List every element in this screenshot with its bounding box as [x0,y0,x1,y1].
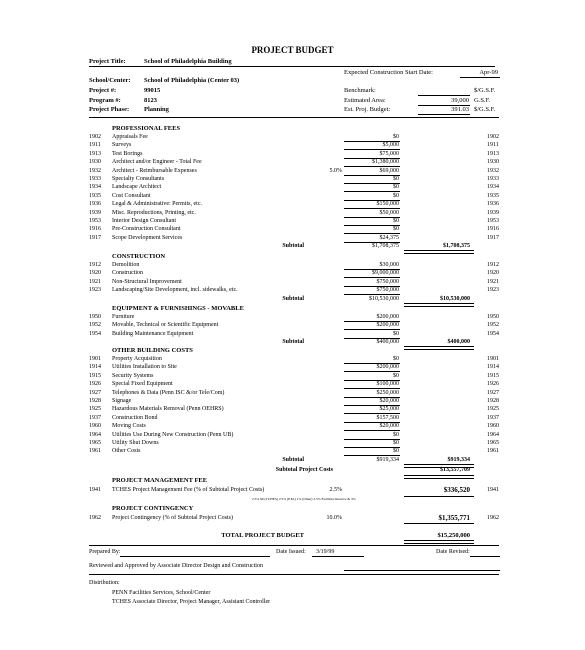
row-amount: $157,500 [376,414,399,421]
row-code-right: 1932 [487,167,499,174]
row-percent: 5.0% [329,167,342,174]
row-description: Landscape Architect [112,184,162,191]
row-code: 1961 [89,448,101,455]
row-code: 1953 [89,218,101,224]
row-description: Test Borings [112,150,143,157]
contingency-title: PROJECT CONTINGENCY [112,505,194,512]
program-no-label: Program #: [89,97,121,104]
subtotal-amount: $10,530,000 [369,295,399,302]
row-amount: $750,000 [376,278,399,285]
row-description: Specialty Consultants [112,176,165,182]
section-title: CONSTRUCTION [112,253,166,260]
row-amount: $200,000 [376,314,399,320]
start-date-underline [460,77,500,78]
row-code-right: 1934 [487,184,499,191]
row-amount: $0 [393,330,399,337]
prepared-by-label: Prepared By: [89,549,121,555]
row-code-right: 1933 [487,176,499,182]
date-issued-label: Date Issued: [276,549,306,555]
row-code: 1928 [89,398,101,404]
row-code: 1937 [89,414,101,421]
row-description: Property Acquisition [112,356,162,362]
date-revised-line [470,556,500,557]
row-amount: $0 [393,176,399,182]
area-label: Estimated Area: [344,97,386,104]
row-code-right: 1925 [487,406,499,413]
row-description: Misc. Reproductions, Printing, etc. [112,209,196,216]
row-code-right: 1930 [487,159,499,166]
start-date-value: Apr-99 [479,69,498,76]
row-code-right: 1952 [487,322,499,329]
school-value: School of Philadelphia (Center 03) [144,77,240,84]
row-description: Non-Structural Improvement [112,278,182,285]
row-amount: $0 [393,226,399,233]
row-description: Scope Development Services [112,234,183,241]
row-code-right: 1926 [487,381,499,388]
reviewed-line [344,570,500,571]
row-code-right: 1954 [487,330,499,337]
row-code-right: 1915 [487,372,499,379]
row-code-right: 1920 [487,270,499,277]
row-code: 1915 [89,372,101,379]
row-amount: $30,000 [379,262,399,268]
row-code: 1917 [89,234,101,241]
header-bottom-rule [89,117,499,118]
row-description: Furniture [112,314,135,320]
benchmark-underline [418,95,470,96]
row-code-right: 1939 [487,209,499,216]
row-code: 1930 [89,159,101,166]
row-code: 1934 [89,184,101,191]
phase-label: Project Phase: [89,106,130,113]
row-description: Surveys [112,142,132,149]
prepared-by-line [120,556,270,557]
subtotal-label: Subtotal [282,339,304,346]
row-amount: $150,000 [376,201,399,208]
row-code-right: 1921 [487,278,499,285]
row-code-right: 1911 [487,142,499,149]
row-amount: $20,000 [379,423,399,430]
row-code: 1936 [89,201,101,208]
row-code-right: 1936 [487,201,499,208]
row-code: 1901 [89,356,101,362]
row-code-right: 1960 [487,423,499,430]
mgmt-title: PROJECT MANAGEMENT FEE [112,477,208,484]
row-amount: $9,000,000 [372,270,399,277]
row-amount: $5,000 [382,142,399,149]
budget-unit: $/G.S.F. [474,106,496,113]
mgmt-value: $336,520 [443,486,470,494]
row-amount: $100,000 [376,381,399,388]
row-code: 1925 [89,406,101,413]
row-description: Movable, Technical or Scientific Equipment [112,322,219,329]
row-description: Utilities Use During New Construction (Penn UB) [112,431,234,438]
row-amount: $20,000 [379,398,399,404]
row-description: Construction Bond [112,414,158,421]
row-code-right: 1917 [487,234,499,241]
mgmt-code: 1941 [89,487,101,493]
total-value: $15,250,000 [437,532,470,539]
row-code-right: 1912 [487,262,499,268]
row-code-right: 1914 [487,364,499,371]
row-description: Telephones & Data (Penn ISC &/or Tele/Com) [112,389,225,396]
program-no-value: 8123 [144,97,157,104]
row-description: Construction [112,270,143,277]
row-amount: $0 [393,356,399,362]
row-description: Interior Design Consultant [112,218,176,224]
distribution-line-1: PENN Facilities Services, School/Center [112,590,211,596]
distribution-label: Distribution: [89,580,120,586]
row-description: Moving Costs [112,423,146,430]
subtotal-amount: $400,000 [376,339,399,346]
row-code: 1933 [89,176,101,182]
row-code-right: 1927 [487,389,499,396]
row-amount: $200,000 [376,322,399,329]
row-code-right: 1965 [487,440,499,446]
row-description: Hazardous Materials Removal (Penn OEHRS) [112,406,224,413]
mgmt-code-right: 1941 [487,487,499,493]
row-amount: $0 [393,372,399,379]
subtotal-amount: $1,708,375 [372,243,399,250]
subtotal-project-label: Subtotal Project Costs [275,467,333,473]
row-description: Appraisals Fee [112,134,148,140]
start-date-label: Expected Construction Start Date: [344,69,433,76]
section-total-underline [404,250,474,254]
project-title-label: Project Title: [89,58,126,65]
budget-value: 391.03 [451,106,469,113]
section-total-underline [404,303,474,307]
distribution-line-2: TCHES Associate Director, Project Manager, Assistant Controller [112,599,271,605]
contingency-pct: 10.0% [326,515,342,521]
row-code: 1911 [89,142,101,149]
row-code-right: 1950 [487,314,499,320]
row-description: Security Systems [112,372,154,379]
row-amount: $750,000 [376,287,399,294]
row-description: Other Costs [112,448,141,455]
row-code: 1960 [89,423,101,430]
row-code: 1950 [89,314,101,320]
total-bottom-rule [89,545,499,546]
subtotal-label: Subtotal [282,456,304,463]
date-revised-label: Date Revised: [436,549,470,555]
benchmark-label: Benchmark: [344,87,376,94]
row-description: Demolition [112,262,140,268]
row-code: 1920 [89,270,101,277]
row-code: 1916 [89,226,101,233]
row-code: 1954 [89,330,101,337]
row-code-right: 1928 [487,398,499,404]
row-code: 1964 [89,431,101,438]
row-amount: $24,375 [379,234,399,241]
row-code-right: 1902 [487,134,499,140]
mgmt-pct: 2.5% [329,487,342,493]
row-code: 1927 [89,389,101,396]
header-rule [89,66,495,67]
row-code-right: 1953 [487,218,499,224]
row-code: 1939 [89,209,101,216]
row-amount: $50,000 [379,209,399,216]
row-code-right: 1964 [487,431,499,438]
row-code: 1965 [89,440,101,446]
project-no-value: 99015 [144,87,161,94]
total-underline [404,540,474,544]
row-description: Utility Shut Downs [112,440,159,446]
reviewed-label: Reviewed and Approved by Associate Director Design and Construction [89,563,263,569]
row-description: Utilities Installation to Site [112,364,177,371]
row-code-right: 1901 [487,356,499,362]
row-code-right: 1923 [487,287,499,294]
row-amount: $25,000 [379,406,399,413]
area-value: 39,000 [451,97,469,104]
section-total: $400,000 [447,339,470,346]
project-no-label: Project #: [89,87,117,94]
total-label: TOTAL PROJECT BUDGET [221,532,304,539]
row-amount: $69,000 [379,167,399,174]
contingency-underline [404,523,474,524]
subtotal-label: Subtotal [282,295,304,302]
section-total: $1,708,375 [443,243,470,250]
row-amount: $0 [393,440,399,446]
row-description: Architect - Reimbursable Expenses [112,167,197,174]
mgmt-underline [404,496,474,497]
page-title: PROJECT BUDGET [251,45,334,55]
budget-underline [418,114,470,115]
row-code-right: 1961 [487,448,499,455]
row-code: 1912 [89,262,101,268]
mgmt-fine-print: 2.5% $0 (TCHES) 2.5% (P.M.) 1% (Other) 2.5% Facilities Reserve & 3% [252,497,356,501]
subtotal-amount: $919,334 [376,456,399,463]
row-description: Building Maintenance Equipment [112,330,194,337]
area-unit: G.S.F. [474,97,491,104]
row-amount: $0 [393,134,399,140]
row-code-right: 1937 [487,414,499,421]
row-code: 1914 [89,364,101,371]
school-label: School/Center: [89,77,131,84]
subtotal-project-value: $13,557,709 [440,467,470,473]
row-code: 1902 [89,134,101,140]
contingency-desc: Project Contingency (% of Subtotal Project Costs) [112,515,233,521]
row-code: 1921 [89,278,101,285]
footer-rule [89,574,499,575]
row-code: 1935 [89,192,101,199]
section-total: $10,530,000 [440,295,470,302]
row-description: Architect and/or Engineer - Total Fee [112,159,202,166]
row-amount: $250,000 [376,389,399,396]
section-total-underline [404,346,474,350]
subtotal-project-underline [404,475,474,479]
subtotal-label: Subtotal [282,243,304,250]
row-code-right: 1935 [487,192,499,199]
row-description: Special Fixed Equipment [112,381,173,388]
budget-label: Est. Proj. Budget: [344,106,391,113]
row-code-right: 1913 [487,150,499,157]
date-issued-line [312,556,364,557]
row-amount: $75,000 [379,150,399,157]
contingency-code: 1962 [89,515,101,521]
row-description: Pre-Construction Consultant [112,226,181,233]
contingency-value: $1,355,771 [438,514,470,522]
row-code: 1932 [89,167,101,174]
section-title: PROFESSIONAL FEES [112,125,181,132]
date-issued-value: 3/19/99 [316,549,335,555]
row-description: Cost Consultant [112,192,151,199]
row-description: Legal & Administrative: Permits, etc. [112,201,202,208]
project-title-value: School of Philadelphia Building [144,58,232,65]
row-code: 1926 [89,381,101,388]
mgmt-desc: TCHES Project Management Fee (% of Subtotal Project Costs) [112,487,265,493]
row-description: Signage [112,398,132,404]
section-title: OTHER BUILDING COSTS [112,347,193,354]
row-code: 1913 [89,150,101,157]
section-total: $919,334 [447,456,470,463]
benchmark-unit: $/G.S.F. [474,87,496,94]
section-title: EQUIPMENT & FURNISHINGS - MOVABLE [112,305,244,312]
row-amount: $0 [393,431,399,438]
row-amount: $0 [393,218,399,224]
row-code: 1952 [89,322,101,329]
row-amount: $200,000 [376,364,399,371]
row-description: Landscaping/Site Development, incl. sidewalks, etc. [112,287,238,294]
row-amount: $1,380,000 [372,159,399,166]
row-amount: $0 [393,192,399,199]
row-code: 1923 [89,287,101,294]
row-amount: $0 [393,448,399,455]
contingency-code-right: 1962 [487,515,499,521]
phase-value: Planning [144,106,169,113]
row-amount: $0 [393,184,399,191]
row-code-right: 1916 [487,226,499,233]
